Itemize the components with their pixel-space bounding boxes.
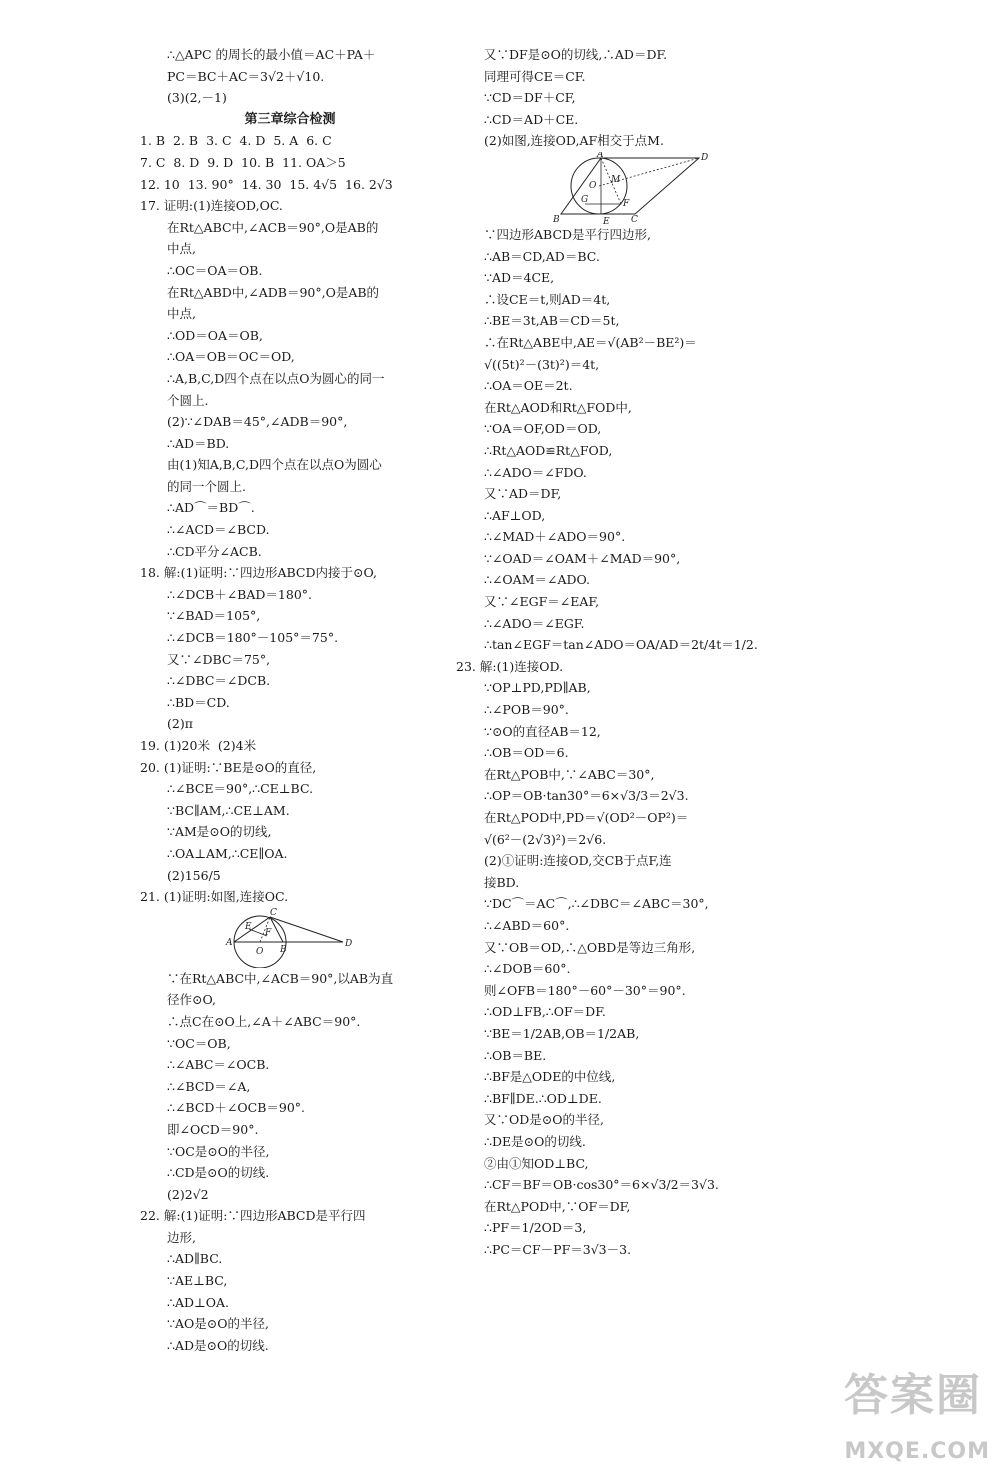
left-column — [140, 44, 440, 1356]
text-line: ∴∠MAD＋∠ADO＝90°. — [484, 529, 626, 545]
text-line: 又∵OB＝OD,∴△OBD是等边三角形, — [484, 939, 696, 955]
text-line: ∴OA⊥AM,∴CE∥OA. — [167, 845, 288, 861]
text-line: 接BD. — [484, 874, 520, 890]
text-line: ∴OA＝OE＝2t. — [484, 378, 573, 394]
text-line: ∴OD⊥FB,∴OF＝DF. — [484, 1004, 606, 1020]
text-line: ∴∠ACD＝∠BCD. — [167, 522, 270, 538]
text-line: ∴AD⌒＝BD⌒. — [167, 500, 255, 516]
text-line: 又∵AD＝DF, — [484, 486, 562, 502]
figure-label: D — [345, 938, 353, 949]
text-line: √(6²－(2√3)²)＝2√6. — [484, 831, 607, 847]
text-line: ∴CD是⊙O的切线. — [167, 1165, 270, 1181]
text-line: ∴∠BCD＋∠OCB＝90°. — [167, 1100, 306, 1116]
figure-label: B — [280, 944, 287, 955]
text-line: √((5t)²－(3t)²)＝4t, — [484, 356, 600, 372]
left-figure — [225, 908, 440, 968]
text-line: (2)①证明:连接OD,交CB于点F,连 — [484, 853, 672, 869]
figure-label: C — [270, 907, 277, 918]
text-line: ∴∠BCE＝90°,∴CE⊥BC. — [167, 781, 314, 797]
text-line: ∴∠OAM＝∠ADO. — [484, 572, 591, 588]
text-line: 即∠OCD＝90°. — [167, 1121, 259, 1137]
text-line: ②由①知OD⊥BC, — [484, 1155, 589, 1171]
text-line: ∵四边形ABCD是平行四边形, — [484, 226, 652, 242]
text-line: ∵∠BAD＝105°, — [167, 608, 261, 624]
right-figure — [549, 152, 774, 224]
text-line: (2)∵∠DAB＝45°,∠ADB＝90°, — [167, 414, 348, 430]
text-line: 21. (1)证明:如图,连接OC. — [140, 889, 289, 905]
figure-label: E — [245, 921, 252, 932]
text-line: ∴BD＝CD. — [167, 694, 230, 710]
figure-label: G — [581, 194, 589, 205]
figure-label: A — [226, 937, 233, 948]
text-line: 个圆上. — [167, 392, 209, 408]
text-line: ∴CF＝BF＝OB·cos30°＝6×√3/2＝3√3. — [484, 1177, 719, 1193]
text-line: 1. B 2. B 3. C 4. D 5. A 6. C — [140, 133, 332, 149]
text-line: ∴∠DCB＝180°－105°＝75°. — [167, 630, 339, 646]
text-line: ∴DE是⊙O的切线. — [484, 1133, 586, 1149]
text-line: ∴CD平分∠ACB. — [167, 543, 262, 559]
text-line: ∴Rt△AOD≌Rt△FOD, — [484, 442, 613, 458]
text-line: ∴OP＝OB·tan30°＝6×√3/3＝2√3. — [484, 788, 689, 804]
text-line: ∴AD∥BC. — [167, 1251, 223, 1267]
text-line: ∴OA＝OB＝OC＝OD, — [167, 349, 295, 365]
figure-label: F — [265, 927, 272, 938]
text-line: ∴PF＝1/2OD＝3, — [484, 1220, 587, 1236]
text-line: ∵OA＝OF,OD＝OD, — [484, 421, 602, 437]
text-line: 由(1)知A,B,C,D四个点在以点O为圆心 — [167, 457, 382, 473]
text-line: ∵AO是⊙O的半径, — [167, 1316, 269, 1332]
figure-label: F — [623, 198, 630, 209]
text-line: ∴∠POB＝90°. — [484, 702, 569, 718]
text-line: ∵BC∥AM,∴CE⊥AM. — [167, 802, 290, 818]
text-line: 中点, — [167, 306, 196, 322]
text-line: ∴AB＝CD,AD＝BC. — [484, 248, 600, 264]
text-line: ∵在Rt△ABC中,∠ACB＝90°,以AB为直 — [167, 970, 394, 986]
text-line: 在Rt△ABD中,∠ADB＝90°,O是AB的 — [167, 284, 380, 300]
text-line: ∴∠ADO＝∠FDO. — [484, 464, 587, 480]
text-line: 19. (1)20米 (2)4米 — [140, 738, 257, 753]
text-line: 又∵∠DBC＝75°, — [167, 651, 271, 667]
text-line: ∴AF⊥OD, — [484, 507, 546, 523]
parallelogram-abcd — [561, 158, 699, 214]
text-line: 7. C 8. D 9. D 10. B 11. OA＞5 — [140, 154, 346, 170]
text-line: ∴∠ABD＝60°. — [484, 917, 570, 933]
text-line: ∴AD⊥OA. — [167, 1294, 230, 1310]
text-line: ∴AD＝BD. — [167, 435, 230, 451]
figure-label: A — [597, 151, 604, 160]
figure-label: M — [611, 174, 621, 185]
text-line: 20. (1)证明:∵BE是⊙O的直径, — [140, 759, 317, 775]
figure-label: B — [553, 214, 560, 224]
figure-label: C — [631, 214, 638, 224]
text-line: 在Rt△ABC中,∠ACB＝90°,O是AB的 — [167, 219, 379, 235]
text-line: 12. 10 13. 90° 14. 30 15. 4√5 16. 2√3 — [140, 176, 393, 192]
text-line: 在Rt△AOD和Rt△FOD中, — [484, 399, 632, 415]
text-line: (2)如图,连接OD,AF相交于点M. — [484, 133, 664, 149]
text-line: 同理可得CE＝CF. — [484, 68, 586, 84]
figure-label: O — [256, 946, 264, 957]
text-line: ∵BE＝1/2AB,OB＝1/2AB, — [484, 1025, 640, 1041]
text-line: (2)π — [167, 716, 193, 732]
text-line: ∴设CE＝t,则AD＝4t, — [484, 291, 611, 307]
watermark-site: MXQE.COM — [844, 1439, 990, 1465]
text-line: 又∵∠EGF＝∠EAF, — [484, 594, 600, 610]
text-line: ∴∠BCD＝∠A, — [167, 1078, 251, 1094]
text-line: ∴AD是⊙O的切线. — [167, 1337, 269, 1353]
text-line: ∴OC＝OA＝OB. — [167, 262, 263, 278]
text-line: 径作⊙O, — [167, 992, 216, 1008]
text-line: ∴OB＝OD＝6. — [484, 745, 569, 761]
text-line: ∴tan∠EGF＝tan∠ADO＝OA/AD＝2t/4t＝1/2. — [484, 637, 758, 653]
text-line: ∴点C在⊙O上,∠A＋∠ABC＝90°. — [167, 1013, 361, 1029]
text-line: ∵⊙O的直径AB＝12, — [484, 723, 601, 739]
text-line: 在Rt△POB中,∵∠ABC＝30°, — [484, 766, 655, 782]
text-line: 的同一个圆上. — [167, 478, 246, 494]
text-line: ∴∠ABC＝∠OCB. — [167, 1057, 270, 1073]
text-line: ∵AM是⊙O的切线, — [167, 824, 272, 840]
text-line: ∵CD＝DF＋CF, — [484, 90, 576, 106]
figure-label: D — [701, 152, 709, 163]
text-line: ∴∠ADO＝∠EGF. — [484, 615, 585, 631]
text-line: ∴BF是△ODE的中位线, — [484, 1069, 616, 1085]
section-title: 第三章综合检测 — [244, 111, 336, 127]
text-line: 又∵OD是⊙O的半径, — [484, 1112, 604, 1128]
watermark — [770, 1370, 990, 1465]
text-line: ∴A,B,C,D四个点在以点O为圆心的同一 — [167, 370, 385, 386]
geometry-figure-21 — [225, 908, 365, 968]
text-line: 边形, — [167, 1229, 196, 1245]
text-line: ∵OP⊥PD,PD∥AB, — [484, 680, 591, 696]
geometry-figure-22 — [549, 152, 709, 224]
figure-label: O — [589, 180, 597, 191]
text-line: 中点, — [167, 241, 196, 257]
text-line: (3)(2,－1) — [167, 90, 227, 106]
text-line: ∵OC＝OB, — [167, 1035, 231, 1051]
text-line: (2)2√2 — [167, 1186, 209, 1202]
text-line: 在Rt△POD中,∵OF＝DF, — [484, 1198, 631, 1214]
text-line: 又∵DF是⊙O的切线,∴AD＝DF. — [484, 47, 668, 62]
text-line: ∴△APC 的周长的最小值＝AC＋PA＋ — [167, 47, 376, 62]
text-line: ∵AD＝4CE, — [484, 270, 555, 286]
text-line: 则∠OFB＝180°－60°－30°＝90°. — [484, 982, 686, 998]
text-line: 17. 证明:(1)连接OD,OC. — [140, 198, 283, 214]
text-line: ∴CD＝AD＋CE. — [484, 111, 579, 127]
text-line: ∴∠DBC＝∠DCB. — [167, 673, 271, 689]
text-line: ∴∠DCB＋∠BAD＝180°. — [167, 586, 312, 602]
text-line: ∴PC＝CF－PF＝3√3－3. — [484, 1241, 632, 1257]
watermark-logo: 答案圈 — [844, 1370, 982, 1421]
text-line: ∵DC⌒＝AC⌒,∴∠DBC＝∠ABC＝30°, — [484, 896, 709, 912]
text-line: ∵OC是⊙O的半径, — [167, 1143, 270, 1159]
text-line: ∴在Rt△ABE中,AE＝√(AB²－BE²)＝ — [484, 334, 697, 350]
text-line: 22. 解:(1)证明:∵四边形ABCD是平行四 — [140, 1208, 366, 1224]
text-line: (2)156/5 — [167, 867, 221, 883]
text-line: ∴BE＝3t,AB＝CD＝5t, — [484, 313, 620, 329]
text-line: ∴OB＝BE. — [484, 1047, 547, 1063]
text-line: 18. 解:(1)证明:∵四边形ABCD内接于⊙O, — [140, 565, 377, 581]
figure-label: E — [603, 216, 610, 224]
text-line: ∴∠DOB＝60°. — [484, 961, 571, 977]
text-line: PC＝BC＋AC＝3√2＋√10. — [167, 68, 325, 84]
text-line: ∵AE⊥BC, — [167, 1273, 228, 1289]
text-line: ∴BF∥DE.∴OD⊥DE. — [484, 1090, 602, 1106]
text-line: 23. 解:(1)连接OD. — [456, 658, 564, 674]
right-column — [456, 44, 774, 1260]
text-line: ∴OD＝OA＝OB, — [167, 327, 263, 343]
text-line: ∵∠OAD＝∠OAM＋∠MAD＝90°, — [484, 550, 681, 566]
text-line: 在Rt△POD中,PD＝√(OD²－OP²)＝ — [484, 810, 689, 825]
